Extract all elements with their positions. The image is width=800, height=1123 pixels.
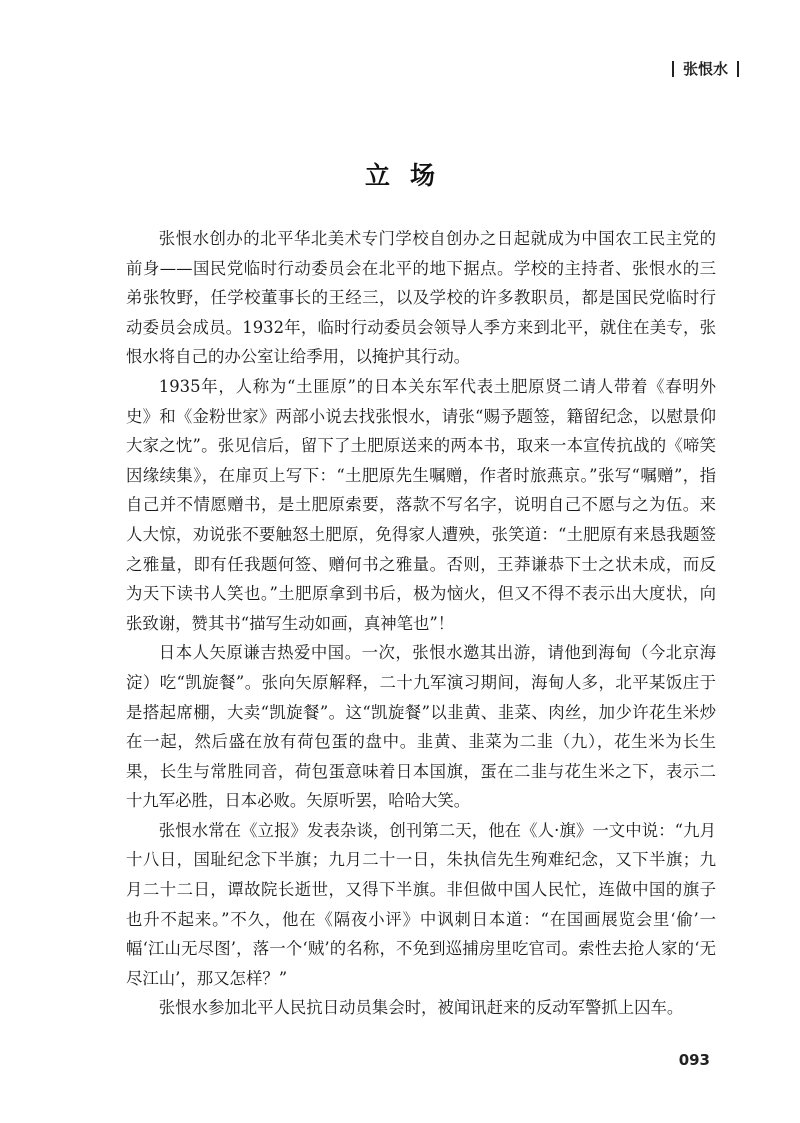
- body-text: [126, 224, 716, 1023]
- paragraph: 张恨水常在《立报》发表杂谈，创刊第二天，他在《人·旗》一文中说：“九月十八日，国耻纪念下半旗；九月二十一日，朱执信先生殉难纪念，又下半旗；九月二十二日，谭故院长逝世，又得下半旗。非但做中国人民忙，连做中国的旗子也升不起来。”不久，他在《隔夜小评》中讽刺日本道：“在国画展览会里‘偷’一幅‘江山无尽图’，落一个‘贼’的名称，不免到巡捕房里吃官司。索性去抢人家的‘无尽江山’，那又怎样？”: [126, 820, 716, 988]
- running-header-title: 张恨水: [682, 60, 728, 78]
- paragraph: 日本人矢原谦吉热爱中国。一次，张恨水邀其出游，请他到海甸（今北京海淀）吃“凯旋餐”。张向矢原解释，二十九军演习期间，海甸人多，北平某饭庄于是搭起席棚，大卖“凯旋餐”。这“凯旋餐”以韭黄、韭菜、肉丝，加少许花生米炒在一起，然后盛在放有荷包蛋的盘中。韭黄、韭菜为二韭（九），花生米为长生果，长生与常胜同音，荷包蛋意味着日本国旗，蛋在二韭与花生米之下，表示二十九军必胜，日本必败。矢原听罢，哈哈大笑。: [126, 643, 716, 811]
- paragraph: 1935年，人称为“土匪原”的日本关东军代表土肥原贤二请人带着《春明外史》和《金粉世家》两部小说去找张恨水，请张“赐予题签，籍留纪念，以慰景仰大家之忱”。张见信后，留下了土肥原送来的两本书，取来一本宣传抗战的《啼笑因缘续集》，在扉页上写下：“土肥原先生嘱赠，作者时旅燕京。”张写“嘱赠”，指自己并不情愿赠书，是土肥原索要，落款不写名字，说明自己不愿与之为伍。来人大惊，劝说张不要触怒土肥原，免得家人遭殃，张笑道：“土肥原有来恳我题签之雅量，即有任我题何签、赠何书之雅量。否则，王莽谦恭下士之状未成，而反为天下读书人笑也。”土肥原拿到书后，极为恼火，但又不得不表示出大度状，向张致谢，赞其书“描写生动如画，真神笔也”！: [126, 376, 716, 633]
- header-divider-right: [737, 61, 739, 77]
- header-divider-left: [672, 61, 674, 77]
- chapter-title: 立场: [364, 161, 455, 190]
- page-number: 093: [678, 1051, 710, 1069]
- paragraph: 张恨水创办的北平华北美术专门学校自创办之日起就成为中国农工民主党的前身——国民党临时行动委员会在北平的地下据点。学校的主持者、张恨水的三弟张牧野，任学校董事长的王经三，以及学校的许多教职员，都是国民党临时行动委员会成员。1932年，临时行动委员会领导人季方来到北平，就住在美专，张恨水将自己的办公室让给季用，以掩护其行动。: [126, 229, 716, 367]
- running-header: [663, 58, 748, 79]
- paragraph: 张恨水参加北平人民抗日动员集会时，被闻讯赶来的反动军警抓上囚车。: [158, 998, 684, 1018]
